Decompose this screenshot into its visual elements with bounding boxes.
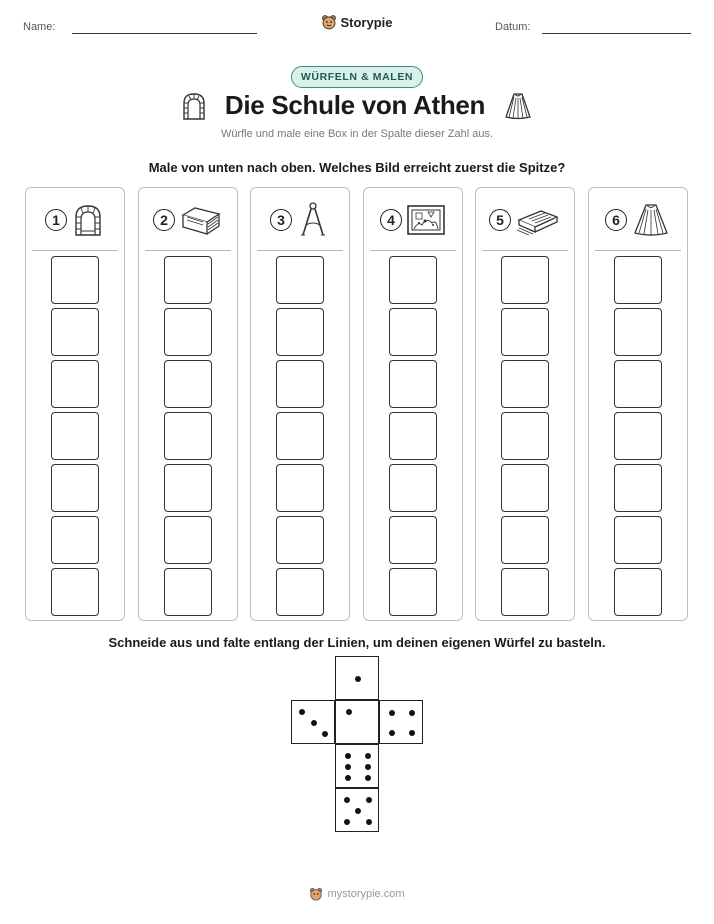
dice-face-3 xyxy=(291,700,335,744)
arch-icon xyxy=(71,203,105,237)
cut-instruction: Schneide aus und falte entlang der Linien, um deinen eigenen Würfel zu basteln. xyxy=(108,635,606,650)
subtitle: Würfle und male eine Box in der Spalte dieser Zahl aus. xyxy=(220,128,494,140)
date-label: Datum: xyxy=(495,21,531,33)
name-line[interactable] xyxy=(72,33,257,34)
column-2 xyxy=(138,187,238,621)
column-5 xyxy=(475,187,575,621)
dice-face-1 xyxy=(335,700,379,744)
storypie-mascot-icon xyxy=(321,14,337,30)
dice-face-4 xyxy=(379,700,423,744)
color-box[interactable] xyxy=(501,464,549,512)
color-box[interactable] xyxy=(614,412,662,460)
color-box[interactable] xyxy=(164,256,212,304)
color-box[interactable] xyxy=(276,516,324,564)
color-box[interactable] xyxy=(501,308,549,356)
color-box[interactable] xyxy=(501,412,549,460)
color-box[interactable] xyxy=(614,256,662,304)
column-6 xyxy=(588,187,688,621)
color-box[interactable] xyxy=(389,256,437,304)
color-box[interactable] xyxy=(276,308,324,356)
book-icon xyxy=(179,203,223,237)
page-title: Die Schule von Athen xyxy=(224,90,486,120)
color-box[interactable] xyxy=(51,360,99,408)
date-line[interactable] xyxy=(542,33,691,34)
brand-name: Storypie xyxy=(340,14,393,30)
category-tag: WÜRFELN & MALEN xyxy=(291,66,423,88)
color-box[interactable] xyxy=(164,464,212,512)
toga-icon xyxy=(631,202,671,238)
color-box[interactable] xyxy=(614,308,662,356)
color-box[interactable] xyxy=(276,464,324,512)
tablet-icon xyxy=(515,203,561,237)
color-box[interactable] xyxy=(164,308,212,356)
color-box[interactable] xyxy=(501,256,549,304)
color-box[interactable] xyxy=(389,516,437,564)
color-box[interactable] xyxy=(614,464,662,512)
color-box[interactable] xyxy=(501,516,549,564)
color-box[interactable] xyxy=(51,256,99,304)
color-box[interactable] xyxy=(614,516,662,564)
column-1 xyxy=(25,187,125,621)
brand-logo xyxy=(0,14,714,30)
color-box[interactable] xyxy=(51,516,99,564)
color-box[interactable] xyxy=(51,412,99,460)
color-box[interactable] xyxy=(276,568,324,616)
color-box[interactable] xyxy=(276,412,324,460)
column-number: 5 xyxy=(489,209,511,231)
color-box[interactable] xyxy=(389,412,437,460)
color-box[interactable] xyxy=(164,360,212,408)
color-box[interactable] xyxy=(389,308,437,356)
color-box[interactable] xyxy=(51,464,99,512)
dice-face-6 xyxy=(335,744,379,788)
painting-icon xyxy=(406,203,446,237)
color-box[interactable] xyxy=(501,360,549,408)
column-4 xyxy=(363,187,463,621)
column-3 xyxy=(250,187,350,621)
footer-url[interactable]: mystorypie.com xyxy=(327,888,405,900)
column-number: 4 xyxy=(380,209,402,231)
color-box[interactable] xyxy=(164,516,212,564)
color-box[interactable] xyxy=(614,360,662,408)
storypie-mascot-icon xyxy=(309,887,323,901)
color-box[interactable] xyxy=(389,464,437,512)
color-box[interactable] xyxy=(276,360,324,408)
toga-icon xyxy=(503,92,533,120)
dice-face-5 xyxy=(335,788,379,832)
color-box[interactable] xyxy=(389,360,437,408)
color-box[interactable] xyxy=(164,568,212,616)
footer xyxy=(0,887,714,901)
column-number: 2 xyxy=(153,209,175,231)
column-number: 6 xyxy=(605,209,627,231)
dice-face-1 xyxy=(335,656,379,700)
color-box[interactable] xyxy=(164,412,212,460)
name-label: Name: xyxy=(23,21,56,33)
game-instruction: Male von unten nach oben. Welches Bild erreicht zuerst die Spitze? xyxy=(148,160,566,175)
color-box[interactable] xyxy=(389,568,437,616)
compass-icon xyxy=(296,201,330,239)
arch-icon xyxy=(181,92,207,120)
color-box[interactable] xyxy=(614,568,662,616)
color-box[interactable] xyxy=(276,256,324,304)
column-number: 1 xyxy=(45,209,67,231)
color-box[interactable] xyxy=(501,568,549,616)
color-box[interactable] xyxy=(51,568,99,616)
column-number: 3 xyxy=(270,209,292,231)
color-box[interactable] xyxy=(51,308,99,356)
